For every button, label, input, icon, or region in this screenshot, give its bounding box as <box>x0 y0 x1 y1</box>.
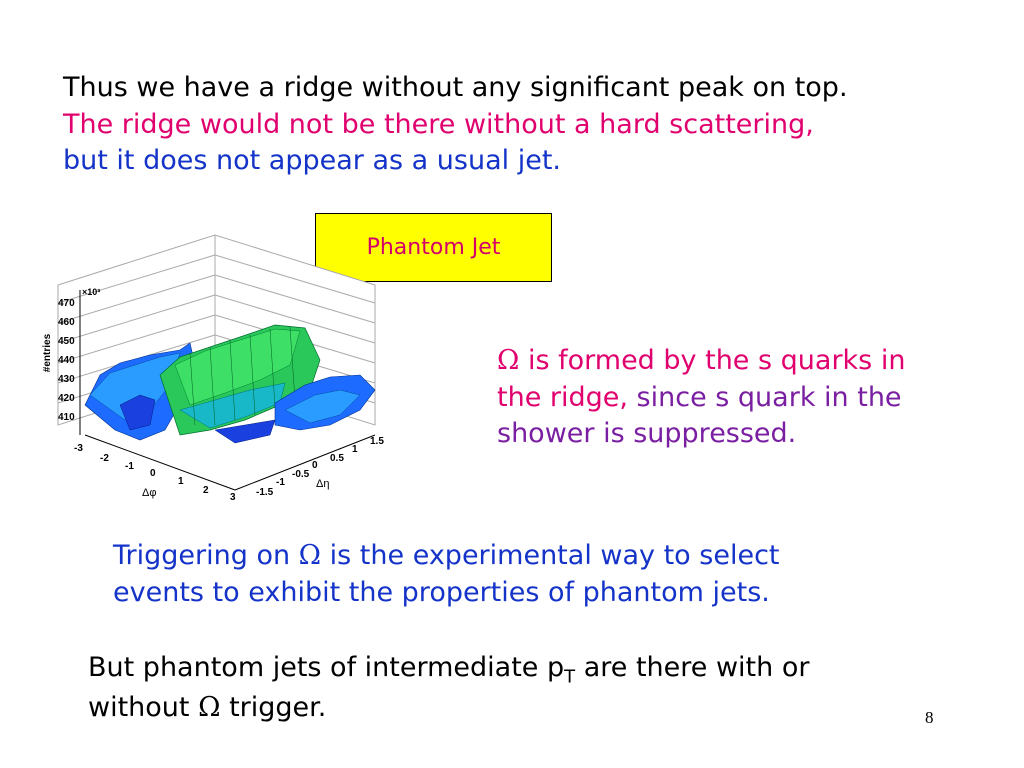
callout-label: Phantom Jet <box>366 235 501 260</box>
trigger-paragraph <box>113 538 780 611</box>
omega-paragraph <box>497 343 905 453</box>
omega-symbol: Ω <box>497 345 520 376</box>
z-tick: 470 <box>58 298 75 309</box>
z-tick: 420 <box>58 393 75 404</box>
phi-tick: -3 <box>74 443 83 454</box>
phi-tick: 1 <box>178 476 184 487</box>
eta-axis-title: Δη <box>316 478 330 490</box>
intro-line-2: The ridge would not be there without a hard scattering, <box>63 108 814 140</box>
omega-symbol: Ω <box>298 540 322 571</box>
eta-tick: 1 <box>352 444 358 455</box>
page-number: 8 <box>925 708 934 727</box>
intro-line-1: Thus we have a ridge without any significant peak on top. <box>63 72 848 103</box>
phi-axis-title: Δφ <box>142 487 157 499</box>
intro-line-3: but it does not appear as a usual jet. <box>63 145 561 177</box>
pt-subscript: T <box>564 666 576 688</box>
eta-tick: -1.5 <box>256 487 274 498</box>
conclusion-text-after: are there with or <box>575 652 810 683</box>
conclusion-line2-b: trigger. <box>220 691 327 723</box>
omega-text-a: is formed by the s quarks in <box>519 345 906 376</box>
conclusion-line2-a: without <box>88 691 199 723</box>
eta-tick: -0.5 <box>292 469 310 480</box>
z-tick: 450 <box>58 336 75 347</box>
phi-tick: -1 <box>125 461 134 472</box>
eta-tick: -1 <box>276 477 285 488</box>
eta-tick: 0.5 <box>330 453 344 464</box>
phi-tick: -2 <box>100 453 109 464</box>
z-multiplier: ×10³ <box>82 287 101 297</box>
omega-text-b: the ridge, <box>497 381 628 413</box>
z-tick: 440 <box>58 355 75 366</box>
omega-text-c: since s quark in the <box>627 381 902 413</box>
omega-text-d: shower is suppressed. <box>497 418 797 450</box>
eta-tick: 0 <box>312 460 318 471</box>
trigger-line-2: events to exhibit the properties of phantom jets. <box>113 576 770 608</box>
omega-symbol: Ω <box>198 691 221 723</box>
phi-tick: 2 <box>203 485 209 496</box>
trigger-text-before: Triggering on <box>113 540 299 571</box>
phi-tick: 3 <box>230 492 236 503</box>
conclusion-text-before: But phantom jets of intermediate p <box>88 652 565 683</box>
trigger-text-after: is the experimental way to select <box>321 540 780 571</box>
z-tick: 460 <box>58 317 75 328</box>
z-tick: 430 <box>58 374 75 385</box>
phi-tick: 0 <box>150 468 156 479</box>
conclusion-paragraph <box>88 650 809 727</box>
z-tick: 410 <box>58 412 75 423</box>
z-axis-title: #entries <box>42 333 53 373</box>
ridge-surface-plot <box>30 225 400 510</box>
eta-tick: 1.5 <box>370 436 384 447</box>
intro-paragraph <box>63 70 848 180</box>
